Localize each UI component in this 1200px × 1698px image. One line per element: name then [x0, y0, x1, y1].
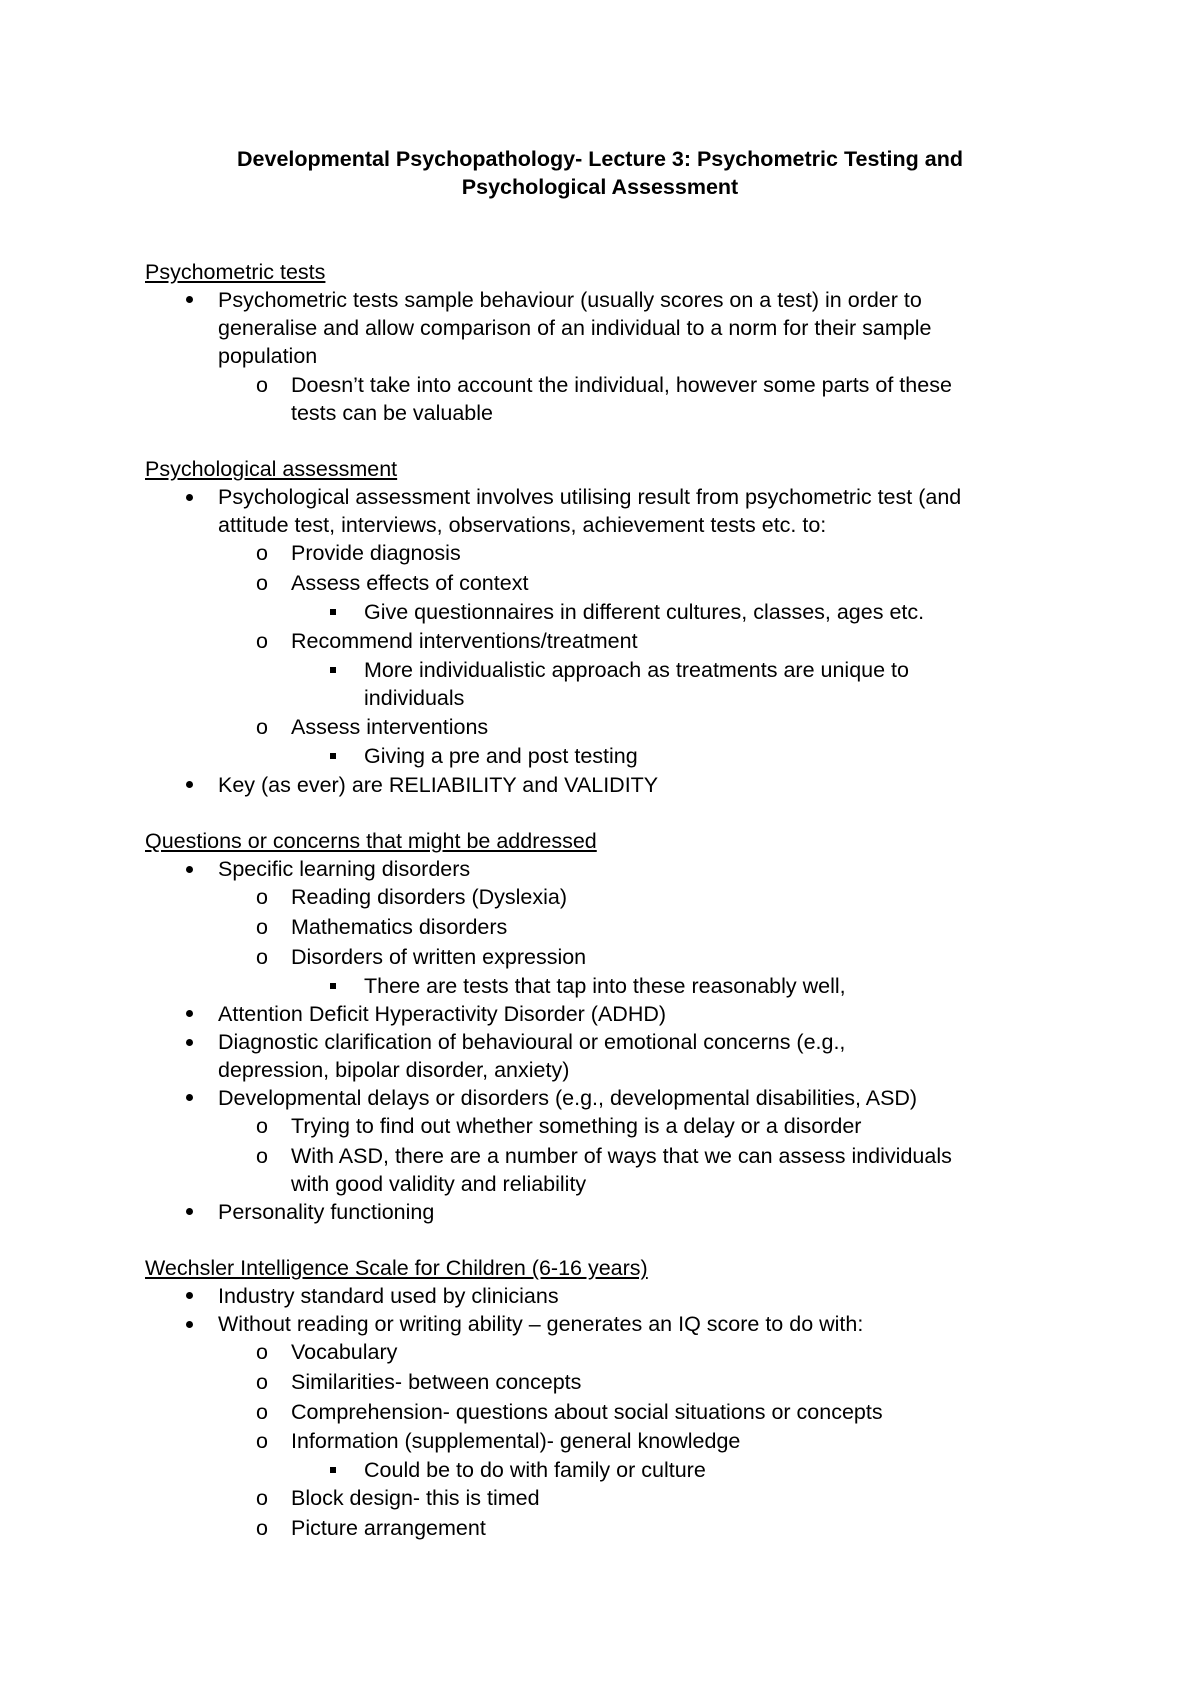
bullet-dot — [186, 1039, 193, 1046]
bullet-dot — [186, 296, 193, 303]
bullet-dot — [186, 1292, 193, 1299]
list-item-continuation: attitude test, interviews, observations, achievement tests etc. to: — [218, 513, 827, 537]
list-item: Attention Deficit Hyperactivity Disorder (ADHD) — [218, 1002, 667, 1026]
bullet-circle: o — [256, 1114, 268, 1138]
sub-list-item: Assess interventions — [291, 715, 489, 739]
sub-list-item: Trying to find out whether something is a delay or a disorder — [291, 1114, 862, 1138]
list-item: Without reading or writing ability – generates an IQ score to do with: — [218, 1312, 864, 1336]
bullet-dot — [186, 1208, 193, 1215]
section-heading-questions-or-concerns: Questions or concerns that might be addressed — [145, 829, 597, 853]
sub-sub-list-item: Could be to do with family or culture — [364, 1458, 706, 1482]
bullet-square — [330, 753, 336, 759]
sub-sub-list-item: Give questionnaires in different cultures, classes, ages etc. — [364, 600, 925, 624]
sub-list-item: With ASD, there are a number of ways that we can assess individuals — [291, 1144, 952, 1168]
bullet-circle: o — [256, 571, 268, 595]
list-item: Psychological assessment involves utilising result from psychometric test (and — [218, 485, 962, 509]
document-title — [100, 145, 1100, 201]
sub-list-item: Provide diagnosis — [291, 541, 461, 565]
list-item-continuation: population — [218, 344, 318, 368]
list-item: Diagnostic clarification of behavioural or emotional concerns (e.g., — [218, 1030, 846, 1054]
section-heading-psychological-assessment: Psychological assessment — [145, 457, 398, 481]
list-item: Specific learning disorders — [218, 857, 471, 881]
sub-sub-list-item: There are tests that tap into these reasonably well, — [364, 974, 846, 998]
list-item-continuation: generalise and allow comparison of an individual to a norm for their sample — [218, 316, 932, 340]
title-line-1: Developmental Psychopathology- Lecture 3: Psychometric Testing and — [237, 147, 963, 171]
bullet-circle: o — [256, 885, 268, 909]
bullet-circle: o — [256, 1400, 268, 1424]
bullet-circle: o — [256, 1340, 268, 1364]
bullet-circle: o — [256, 541, 268, 565]
sub-sub-list-item: Giving a pre and post testing — [364, 744, 638, 768]
bullet-square — [330, 1467, 336, 1473]
sub-list-item: Reading disorders (Dyslexia) — [291, 885, 568, 909]
bullet-dot — [186, 1010, 193, 1017]
title-line-2: Psychological Assessment — [461, 175, 739, 199]
sub-list-item: Similarities- between concepts — [291, 1370, 582, 1394]
bullet-circle: o — [256, 945, 268, 969]
sub-list-item: Vocabulary — [291, 1340, 398, 1364]
sub-list-item: Comprehension- questions about social situations or concepts — [291, 1400, 883, 1424]
bullet-dot — [186, 781, 193, 788]
sub-sub-list-item: More individualistic approach as treatments are unique to — [364, 658, 909, 682]
section-heading-psychometric-tests: Psychometric tests — [145, 260, 326, 284]
bullet-dot — [186, 866, 193, 873]
bullet-circle: o — [256, 629, 268, 653]
sub-list-item: Assess effects of context — [291, 571, 529, 595]
bullet-circle: o — [256, 373, 268, 397]
bullet-circle: o — [256, 1429, 268, 1453]
section-heading-wechsler: Wechsler Intelligence Scale for Children (6-16 years) — [145, 1256, 648, 1280]
bullet-dot — [186, 1321, 193, 1328]
sub-list-item-continuation: with good validity and reliability — [291, 1172, 587, 1196]
sub-list-item: Picture arrangement — [291, 1516, 486, 1540]
bullet-square — [330, 609, 336, 615]
list-item: Developmental delays or disorders (e.g., developmental disabilities, ASD) — [218, 1086, 918, 1110]
list-item: Key (as ever) are RELIABILITY and VALIDITY — [218, 773, 659, 797]
bullet-circle: o — [256, 915, 268, 939]
bullet-circle: o — [256, 1516, 268, 1540]
sub-list-item: Information (supplemental)- general knowledge — [291, 1429, 741, 1453]
bullet-circle: o — [256, 1486, 268, 1510]
sub-list-item: Disorders of written expression — [291, 945, 587, 969]
sub-list-item: Doesn’t take into account the individual, however some parts of these — [291, 373, 952, 397]
bullet-square — [330, 983, 336, 989]
bullet-circle: o — [256, 1144, 268, 1168]
sub-list-item-continuation: tests can be valuable — [291, 401, 493, 425]
sub-sub-list-item-continuation: individuals — [364, 686, 465, 710]
bullet-dot — [186, 494, 193, 501]
sub-list-item: Block design- this is timed — [291, 1486, 540, 1510]
bullet-dot — [186, 1094, 193, 1101]
list-item: Industry standard used by clinicians — [218, 1284, 559, 1308]
sub-list-item: Mathematics disorders — [291, 915, 508, 939]
list-item: Personality functioning — [218, 1200, 435, 1224]
bullet-square — [330, 667, 336, 673]
list-item-continuation: depression, bipolar disorder, anxiety) — [218, 1058, 570, 1082]
list-item: Psychometric tests sample behaviour (usually scores on a test) in order to — [218, 288, 922, 312]
sub-list-item: Recommend interventions/treatment — [291, 629, 638, 653]
bullet-circle: o — [256, 1370, 268, 1394]
bullet-circle: o — [256, 715, 268, 739]
